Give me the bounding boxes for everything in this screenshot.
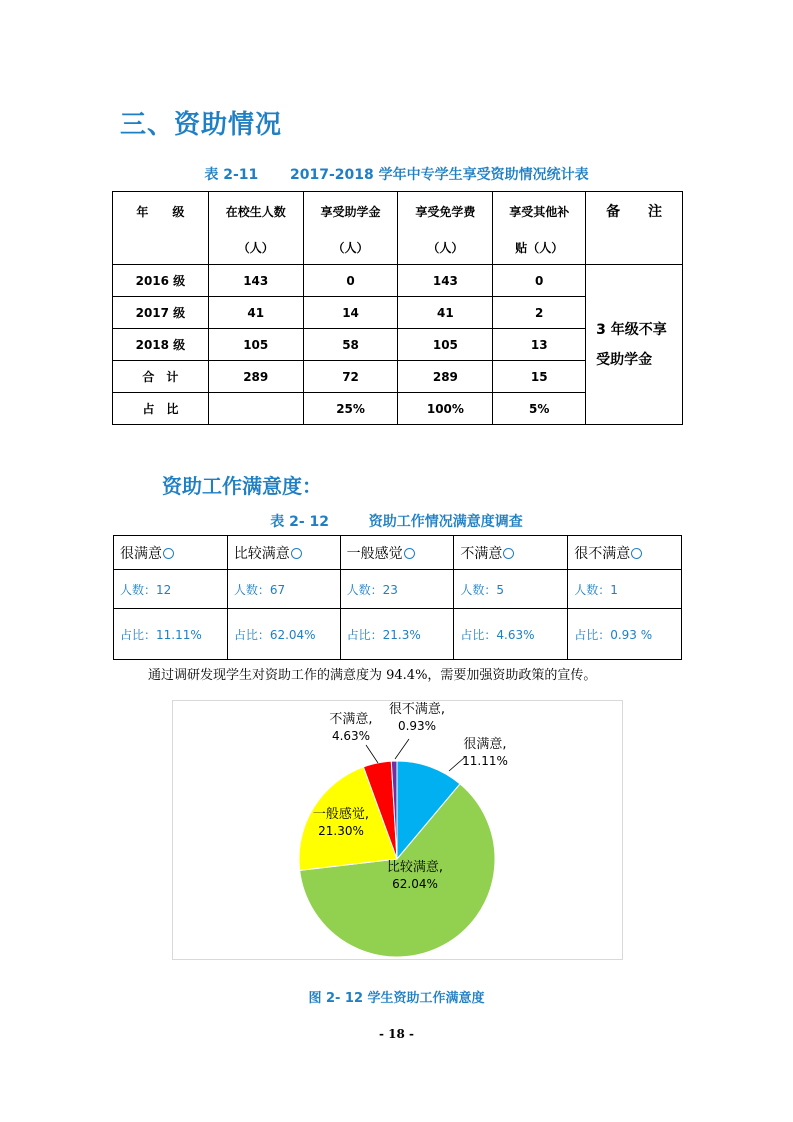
table-row [113, 265, 683, 297]
satisfaction-survey-table [113, 535, 682, 660]
circle-icon [404, 548, 415, 559]
cell: 105 [398, 329, 493, 361]
table-row [114, 570, 682, 609]
cell-grade: 占 比 [113, 393, 209, 425]
table1-caption-number: 表 2-11 [204, 167, 259, 183]
slice-category-label: 很不满意, [388, 702, 446, 717]
cell: 2 [493, 297, 586, 329]
leader-line [395, 739, 409, 759]
cell-grade: 2018 级 [113, 329, 209, 361]
page-number: - 18 - [378, 1027, 414, 1041]
cell: 289 [398, 361, 493, 393]
slice-value-label: 4.63% [331, 729, 371, 743]
cell: 25% [303, 393, 398, 425]
table2-header-row [114, 536, 682, 570]
ratio-cell: 占比：21.3% [340, 609, 454, 660]
cell: 0 [303, 265, 398, 297]
cell: 0 [493, 265, 586, 297]
table1-caption-text: 2017-2018 学年中专学生享受资助情况统计表 [290, 167, 589, 183]
ratio-cell: 占比：0.93 % [568, 609, 682, 660]
slice-value-label: 21.30% [318, 824, 364, 838]
satisfaction-title: 资助工作满意度： [162, 474, 322, 498]
cell: 100% [398, 393, 493, 425]
circle-icon [163, 548, 174, 559]
table2-caption-text: 资助工作情况满意度调查 [368, 514, 523, 530]
cell: 13 [493, 329, 586, 361]
count-cell: 人数：23 [340, 570, 454, 609]
ratio-cell: 占比：11.11% [114, 609, 228, 660]
count-cell: 人数：5 [454, 570, 568, 609]
funding-stats-table [112, 191, 683, 425]
cell: 143 [398, 265, 493, 297]
cell [208, 393, 303, 425]
header-grade: 年 级 [113, 192, 209, 265]
remarks-cell [586, 265, 683, 425]
cell-grade: 2017 级 [113, 297, 209, 329]
header-very-satisfied: 很满意 [114, 536, 228, 570]
header-fairly-satisfied: 比较满意 [227, 536, 340, 570]
slice-category-label: 一般感觉, [312, 807, 370, 822]
table1-header-row [113, 192, 683, 265]
pie-chart-frame [172, 700, 623, 960]
slice-category-label: 比较满意, [386, 860, 444, 875]
header-grant: 享受助学金 （人） [303, 192, 398, 265]
ratio-cell: 占比：62.04% [227, 609, 340, 660]
cell: 72 [303, 361, 398, 393]
cell: 58 [303, 329, 398, 361]
leader-line [366, 745, 378, 763]
section-title: 三、资助情况 [120, 110, 283, 140]
remarks-line-1: 3 年级不享 [596, 321, 667, 338]
slice-value-label: 62.04% [392, 877, 438, 891]
cell: 5% [493, 393, 586, 425]
header-neutral: 一般感觉 [340, 536, 454, 570]
cell-grade: 2016 级 [113, 265, 209, 297]
table2-caption [0, 511, 793, 531]
header-very-dissatisfied: 很不满意 [568, 536, 682, 570]
cell: 105 [208, 329, 303, 361]
cell: 41 [208, 297, 303, 329]
slice-category-label: 不满意, [329, 712, 373, 727]
cell: 14 [303, 297, 398, 329]
figure-caption: 图 2- 12 学生资助工作满意度 [308, 991, 485, 1006]
circle-icon [503, 548, 514, 559]
cell: 41 [398, 297, 493, 329]
table1-caption [0, 164, 793, 184]
table-row [114, 609, 682, 660]
cell: 15 [493, 361, 586, 393]
slice-value-label: 0.93% [397, 719, 437, 733]
header-other-subsidy: 享受其他补 贴（人） [493, 192, 586, 265]
header-enrolled: 在校生人数 （人） [208, 192, 303, 265]
cell-grade: 合 计 [113, 361, 209, 393]
table2-caption-number: 表 2- 12 [270, 514, 330, 530]
circle-icon [631, 548, 642, 559]
circle-icon [291, 548, 302, 559]
count-cell: 人数：12 [114, 570, 228, 609]
header-remarks: 备 注 [586, 192, 683, 265]
slice-value-label: 11.11% [462, 754, 508, 768]
header-tuition-free: 享受免学费 （人） [398, 192, 493, 265]
count-cell: 人数：67 [227, 570, 340, 609]
satisfaction-pie-chart [173, 701, 622, 959]
cell: 289 [208, 361, 303, 393]
header-dissatisfied: 不满意 [454, 536, 568, 570]
count-cell: 人数：1 [568, 570, 682, 609]
ratio-cell: 占比：4.63% [454, 609, 568, 660]
slice-category-label: 很满意, [463, 737, 507, 752]
remarks-line-2: 受助学金 [596, 351, 653, 368]
summary-text: 通过调研发现学生对资助工作的满意度为 94.4%，需要加强资助政策的宣传。 [148, 668, 597, 683]
cell: 143 [208, 265, 303, 297]
